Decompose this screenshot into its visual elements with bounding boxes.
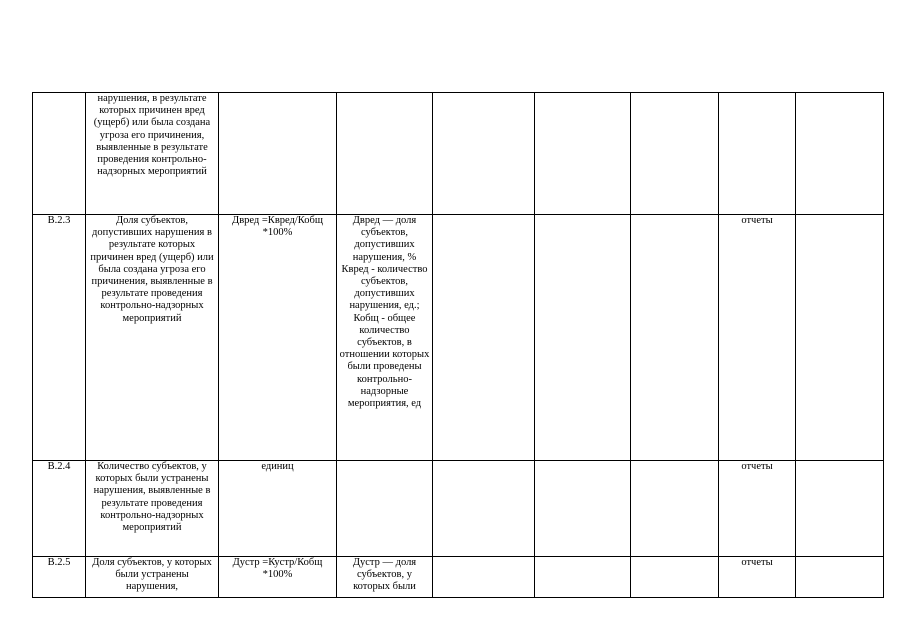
indicator-description	[337, 93, 433, 215]
table-cell	[631, 557, 719, 598]
table-cell	[433, 93, 535, 215]
table-cell	[535, 215, 631, 461]
indicator-description	[337, 461, 433, 557]
table-cell	[631, 461, 719, 557]
indicator-formula: Двред =Квред/Кобщ *100%	[219, 215, 337, 461]
indicator-name: нарушения, в результате которых причинен вред (ущерб) или была создана угроза его причинения, выявленные в результате проведения контрольно-надзорных мероприятий	[86, 93, 219, 215]
indicator-formula: единиц	[219, 461, 337, 557]
table-cell	[433, 557, 535, 598]
table-row	[33, 557, 884, 598]
indicator-source	[719, 93, 796, 215]
table-cell	[796, 461, 884, 557]
indicator-description: Двред — доля субъектов, допустивших нарушения, % Квред - количество субъектов, допустивших нарушения, ед.; Кобщ - общее количество субъектов, в отношении которых были проведены контрольно-надзорные мероприятия, ед	[337, 215, 433, 461]
indicator-code	[33, 93, 86, 215]
indicator-source: отчеты	[719, 557, 796, 598]
indicator-source: отчеты	[719, 461, 796, 557]
table-cell	[631, 215, 719, 461]
table-cell	[535, 461, 631, 557]
table-cell	[535, 557, 631, 598]
indicator-description: Дустр — доля субъектов, у которых были	[337, 557, 433, 598]
table-cell	[535, 93, 631, 215]
table-cell	[796, 215, 884, 461]
indicator-name: Доля субъектов, у которых были устранены нарушения,	[86, 557, 219, 598]
indicators-table	[32, 92, 884, 598]
table-row	[33, 215, 884, 461]
table-row	[33, 93, 884, 215]
table-cell	[433, 215, 535, 461]
indicator-code: В.2.4	[33, 461, 86, 557]
table-cell	[631, 93, 719, 215]
table-cell	[796, 557, 884, 598]
indicator-name: Доля субъектов, допустивших нарушения в результате которых причинен вред (ущерб) или была создана угроза его причинения, выявленные в результате проведения контрольно-надзорных мероприятий	[86, 215, 219, 461]
indicator-code: В.2.3	[33, 215, 86, 461]
table-cell	[433, 461, 535, 557]
indicator-source: отчеты	[719, 215, 796, 461]
indicator-formula: Дустр =Кустр/Кобщ *100%	[219, 557, 337, 598]
indicator-formula	[219, 93, 337, 215]
table-row	[33, 461, 884, 557]
indicator-name: Количество субъектов, у которых были устранены нарушения, выявленные в результате проведения контрольно-надзорных мероприятий	[86, 461, 219, 557]
indicator-code: В.2.5	[33, 557, 86, 598]
table-cell	[796, 93, 884, 215]
